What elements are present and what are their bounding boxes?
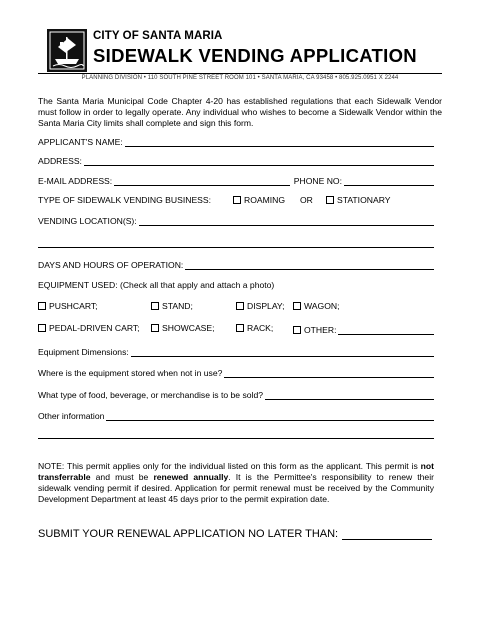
showcase-option[interactable]: SHOWCASE; xyxy=(151,323,215,333)
equipment-stored-field[interactable] xyxy=(224,367,434,378)
planning-division-address: PLANNING DIVISION • 110 SOUTH PINE STREET ROOM 101 • SANTA MARIA, CA 93458 • 805.925.0951 X 2244 xyxy=(81,75,399,81)
other-information-label: Other information xyxy=(38,411,105,421)
renewal-date-field[interactable] xyxy=(342,527,432,540)
equipment-dimensions-field[interactable] xyxy=(131,346,434,357)
business-type-label: TYPE OF SIDEWALK VENDING BUSINESS: xyxy=(38,195,212,205)
wagon-checkbox[interactable] xyxy=(293,302,301,310)
other-information-field[interactable] xyxy=(106,410,434,421)
address-row xyxy=(38,154,434,166)
food-type-label: What type of food, beverage, or merchandise is to be sold? xyxy=(38,390,263,400)
other-equipment-field[interactable] xyxy=(338,324,434,335)
intro-paragraph: The Santa Maria Municipal Code Chapter 4-20 has established regulations that each Sidewalk Vendor must follow in order to legally operate. Any individual who wishes to become a Sidewalk Vendor within the Santa Maria City limits shall complete and sign this form. xyxy=(38,96,442,128)
applicant-name-label: APPLICANT'S NAME: xyxy=(38,137,123,147)
equipment-stored-row xyxy=(38,366,434,378)
days-hours-label: DAYS AND HOURS OF OPERATION: xyxy=(38,260,184,270)
page-title: SIDEWALK VENDING APPLICATION xyxy=(93,45,417,66)
equipment-dimensions-label: Equipment Dimensions: xyxy=(38,347,129,357)
permit-note: NOTE: This permit applies only for the individual listed on this form as the applicant. This permit is not transferrable and must be renewed annually. It is the Permittee's responsibility to renew their sidewalk vending permit if desired. Application for permit renewal must be received by the Community Development Department at least 45 days prior to the permit expiration date. xyxy=(38,461,434,504)
phone-field[interactable] xyxy=(344,175,434,186)
other-information-row xyxy=(38,409,434,421)
other-option[interactable]: OTHER: xyxy=(293,325,336,335)
applicant-name-row xyxy=(38,135,434,147)
address-field[interactable] xyxy=(84,155,434,166)
display-checkbox[interactable] xyxy=(236,302,244,310)
display-option[interactable]: DISPLAY; xyxy=(236,301,285,311)
email-field[interactable] xyxy=(114,175,290,186)
address-label: ADDRESS: xyxy=(38,156,82,166)
other-equipment-row xyxy=(293,323,434,335)
pedal-cart-option[interactable]: PEDAL-DRIVEN CART; xyxy=(38,323,140,333)
stand-checkbox[interactable] xyxy=(151,302,159,310)
stationary-checkbox[interactable] xyxy=(326,196,334,204)
equipment-dimensions-row xyxy=(38,345,434,357)
other-checkbox[interactable] xyxy=(293,326,301,334)
food-type-field[interactable] xyxy=(265,389,434,400)
submit-renewal-label: SUBMIT YOUR RENEWAL APPLICATION NO LATER THAN: xyxy=(38,528,339,540)
days-hours-row xyxy=(38,258,434,270)
pushcart-option[interactable]: PUSHCART; xyxy=(38,301,98,311)
roaming-checkbox[interactable] xyxy=(233,196,241,204)
pushcart-checkbox[interactable] xyxy=(38,302,46,310)
food-type-row xyxy=(38,388,434,400)
vending-location-field[interactable] xyxy=(139,215,434,226)
equipment-used-label: EQUIPMENT USED: (Check all that apply and attach a photo) xyxy=(38,280,275,290)
phone-label: PHONE NO: xyxy=(293,176,342,186)
email-phone-row xyxy=(38,174,434,186)
vending-location-row xyxy=(38,214,434,226)
vending-location-label: VENDING LOCATION(S): xyxy=(38,216,137,226)
stationary-option[interactable]: STATIONARY xyxy=(326,195,390,205)
equipment-stored-label: Where is the equipment stored when not in use? xyxy=(38,368,223,378)
days-hours-field[interactable] xyxy=(185,259,434,270)
vending-location-field-line-2[interactable] xyxy=(38,247,434,248)
city-name: CITY OF SANTA MARIA xyxy=(93,30,223,42)
city-seal-logo-icon xyxy=(47,29,87,72)
header-divider xyxy=(38,73,442,74)
or-label: OR xyxy=(300,195,313,205)
email-label: E-MAIL ADDRESS: xyxy=(38,176,113,186)
rack-checkbox[interactable] xyxy=(236,324,244,332)
showcase-checkbox[interactable] xyxy=(151,324,159,332)
rack-option[interactable]: RACK; xyxy=(236,323,273,333)
pedal-cart-checkbox[interactable] xyxy=(38,324,46,332)
roaming-option[interactable]: ROAMING xyxy=(233,195,285,205)
other-information-field-line-2[interactable] xyxy=(38,438,434,439)
applicant-name-field[interactable] xyxy=(125,136,434,147)
wagon-option[interactable]: WAGON; xyxy=(293,301,340,311)
submit-renewal-row xyxy=(38,526,434,540)
stand-option[interactable]: STAND; xyxy=(151,301,193,311)
